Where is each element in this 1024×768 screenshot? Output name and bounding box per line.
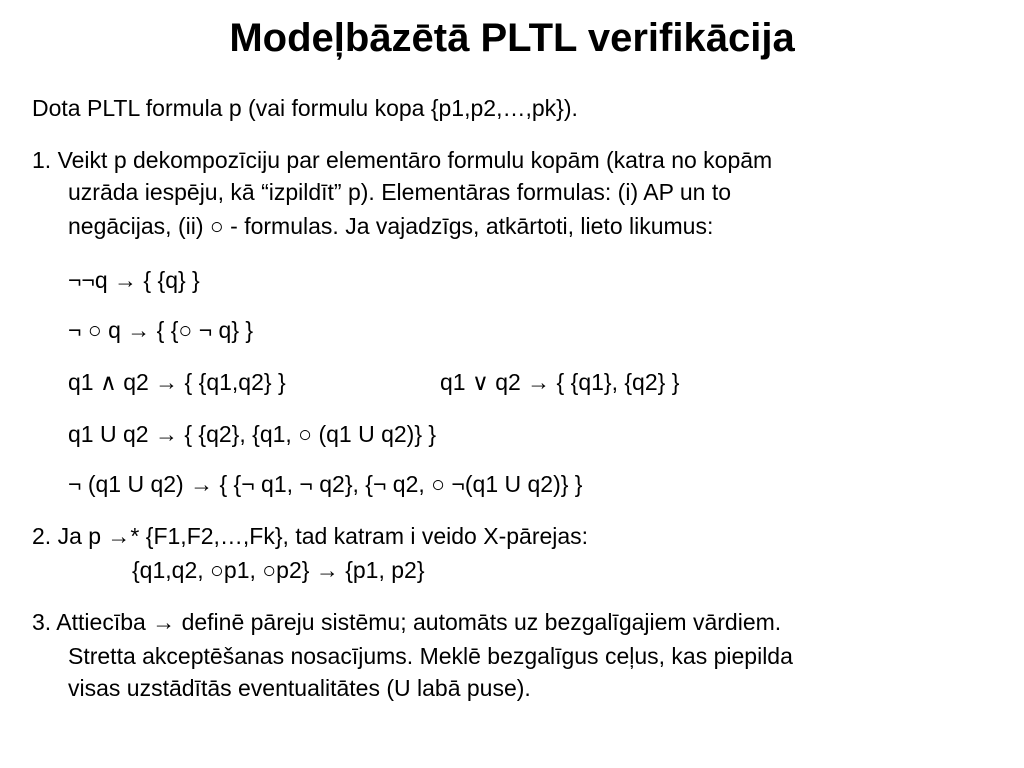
step2-line2: {q1,q2, ○p1, ○p2} → {p1, p2} <box>132 557 425 583</box>
step1-line1: 1. Veikt p dekompozīciju par elementāro formulu kopām (katra no kopām <box>32 147 773 173</box>
step3-line1: 3. Attiecība → definē pāreju sistēmu; automāts uz bezgalīgajiem vārdiem. <box>32 609 782 635</box>
slide-title: Modeļbāzētā PLTL verifikācija <box>229 16 795 60</box>
step3-line2: Stretta akceptēšanas nosacījums. Meklē bezgalīgus ceļus, kas piepilda <box>68 643 793 669</box>
rule-negated-next: ¬ ○ q → { {○ ¬ q} } <box>68 317 254 343</box>
rule-conjunction: q1 ∧ q2 → { {q1,q2} } <box>68 369 286 395</box>
step1-line2: uzrāda iespēju, kā “izpildīt” p). Elementāras formulas: (i) AP un to <box>68 179 732 205</box>
rule-disjunction: q1 ∨ q2 → { {q1}, {q2} } <box>440 369 680 395</box>
step3-line3: visas uzstādītās eventualitātes (U labā puse). <box>68 675 531 701</box>
rule-negated-until: ¬ (q1 U q2) → { {¬ q1, ¬ q2}, {¬ q2, ○ ¬(q1 U q2)} } <box>68 471 583 497</box>
rule-double-negation: ¬¬q → { {q} } <box>68 267 200 293</box>
intro-text: Dota PLTL formula p (vai formulu kopa {p1,p2,…,pk}). <box>32 95 578 121</box>
step2-line1: 2. Ja p →* {F1,F2,…,Fk}, tad katram i veido X-pārejas: <box>32 523 589 549</box>
rule-until: q1 U q2 → { {q2}, {q1, ○ (q1 U q2)} } <box>68 421 437 447</box>
step1-line3: negācijas, (ii) ○ - formulas. Ja vajadzīgs, atkārtoti, lieto likumus: <box>68 213 714 239</box>
